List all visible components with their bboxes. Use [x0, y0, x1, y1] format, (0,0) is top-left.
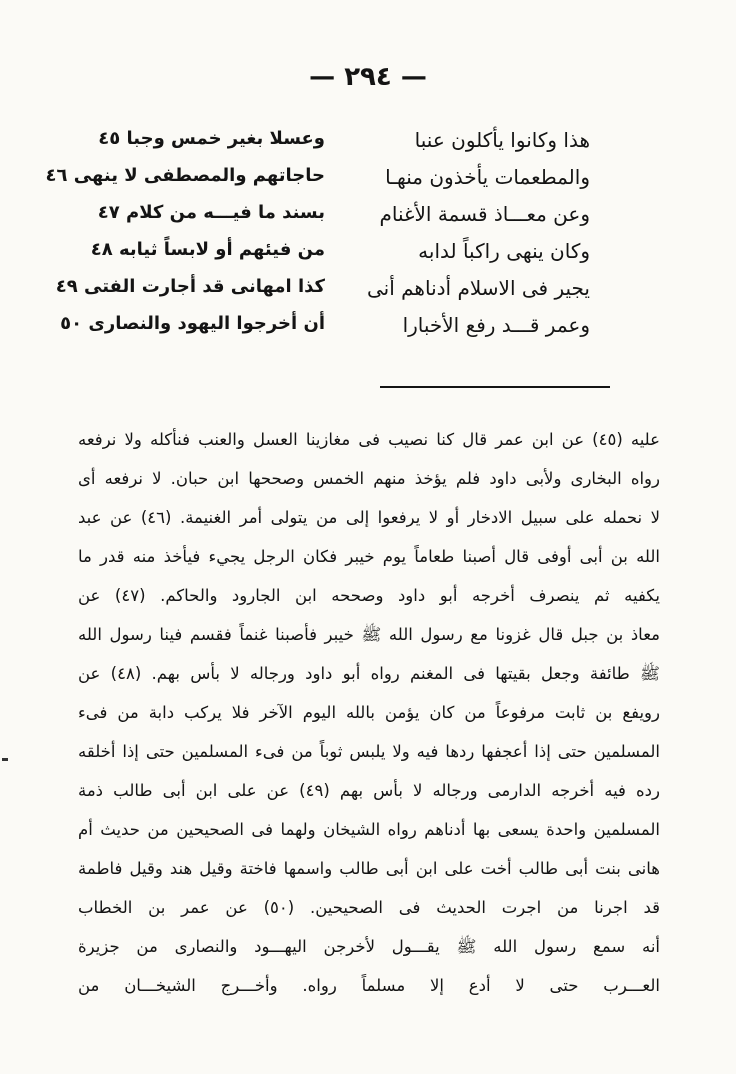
commentary-line: أنه سمع رسول الله ﷺ يقـــول لأخرجن اليهـــود والنصارى من جزيرة [78, 937, 660, 956]
commentary-line: العـــرب حتى لا أدع إلا مسلماً رواه. وأخـــرج الشيخـــان من [78, 976, 660, 995]
commentary-line: يكفيه ثم ينصرف أخرجه أبو داود وصححه ابن الجارود والحاكم. (٤٧) عن [78, 586, 660, 605]
verse [70, 202, 590, 239]
commentary-line: المسلمين واحدة يسعى بها أدناهم رواه الشيخان ولهما فى الصحيحين من حديث أم [78, 820, 660, 839]
verse-first-hemistich: وعمر قـــد رفع الأخبارا [402, 313, 590, 337]
verse-second-hemistich: من فيئهم أو لابساً ثيابه ٤٨ [90, 239, 325, 260]
verse-second-hemistich: أن أخرجوا اليهود والنصارى ٥٠ [60, 313, 325, 334]
commentary-line: رويفع بن ثابت مرفوعاً من كان يؤمن بالله اليوم الآخر فلا يركب دابة من فىء [78, 703, 660, 722]
verse [70, 128, 590, 165]
verse-first-hemistich: هذا وكانوا يأكلون عنبا [414, 128, 590, 152]
verse [45, 165, 590, 202]
verse-first-hemistich: وعن معـــاذ قسمة الأغنام [379, 202, 590, 226]
verse [55, 276, 590, 313]
commentary-line: المسلمين حتى إذا أعجفها ردها فيه ولا يلبس ثوباً من فىء المسلمين حتى إذا أخلقه [78, 742, 660, 761]
verse [60, 313, 590, 350]
commentary-line: ﷺ طائفة وجعل بقيتها فى المغنم رواه أبو داود ورجاله لا بأس بهم. (٤٨) عن [78, 664, 660, 683]
section-divider [380, 386, 610, 388]
verse [70, 239, 590, 276]
commentary-text [78, 420, 660, 1005]
verse-first-hemistich: يجير فى الاسلام أدناهم أنى [366, 276, 590, 300]
commentary-line: معاذ بن جبل قال غزونا مع رسول الله ﷺ خيبر فأصبنا غنماً فقسم فينا رسول الله [78, 625, 660, 644]
commentary-line: قد اجرنا من اجرت الحديث فى الصحيحين. (٥٠) عن عمر بن الخطاب [78, 898, 660, 917]
verse-first-hemistich: والمطعمات يأخذون منهـا [385, 165, 590, 189]
verse-first-hemistich: وكان ينهى راكباً لدابه [418, 239, 590, 263]
commentary-line: الله بن أبى أوفى قال أصبنا طعاماً يوم خيبر فكان الرجل يجيء فيأخذ منه قدر ما [78, 547, 660, 566]
commentary-line: رواه البخارى ولأبى داود فلم يؤخذ منهم الخمس وصححها ابن حبان. لا نرفعه أى [78, 469, 660, 488]
verse-second-hemistich: كذا امهانى قد أجارت الفتى ٤٩ [55, 276, 325, 297]
verse-second-hemistich: وعسلا بغير خمس وجبا ٤٥ [98, 128, 325, 149]
verse-second-hemistich: بسند ما فيـــه من كلام ٤٧ [97, 202, 325, 223]
page-number: — ٢٩٤ — [309, 62, 427, 92]
commentary-line: رده فيه أخرجه الدارمى ورجاله لا بأس بهم (٤٩) عن على ابن أبى طالب ذمة [78, 781, 660, 800]
commentary-line: عليه (٤٥) عن ابن عمر قال كنا نصيب فى مغازينا العسل والعنب فنأكله ولا نرفعه [78, 430, 660, 449]
verse-second-hemistich: حاجاتهم والمصطفى لا ينهى ٤٦ [45, 165, 325, 186]
commentary-line: لا نحمله على سبيل الادخار أو لا يرفعوا إلى من يتولى أمر الغنيمة. (٤٦) عن عبد [78, 508, 661, 527]
commentary-line: هانى بنت أبى طالب أخت على ابن أبى طالب واسمها فاختة وقيل هند وقيل فاطمة [78, 859, 660, 878]
margin-mark [2, 758, 8, 761]
poem [45, 128, 590, 350]
